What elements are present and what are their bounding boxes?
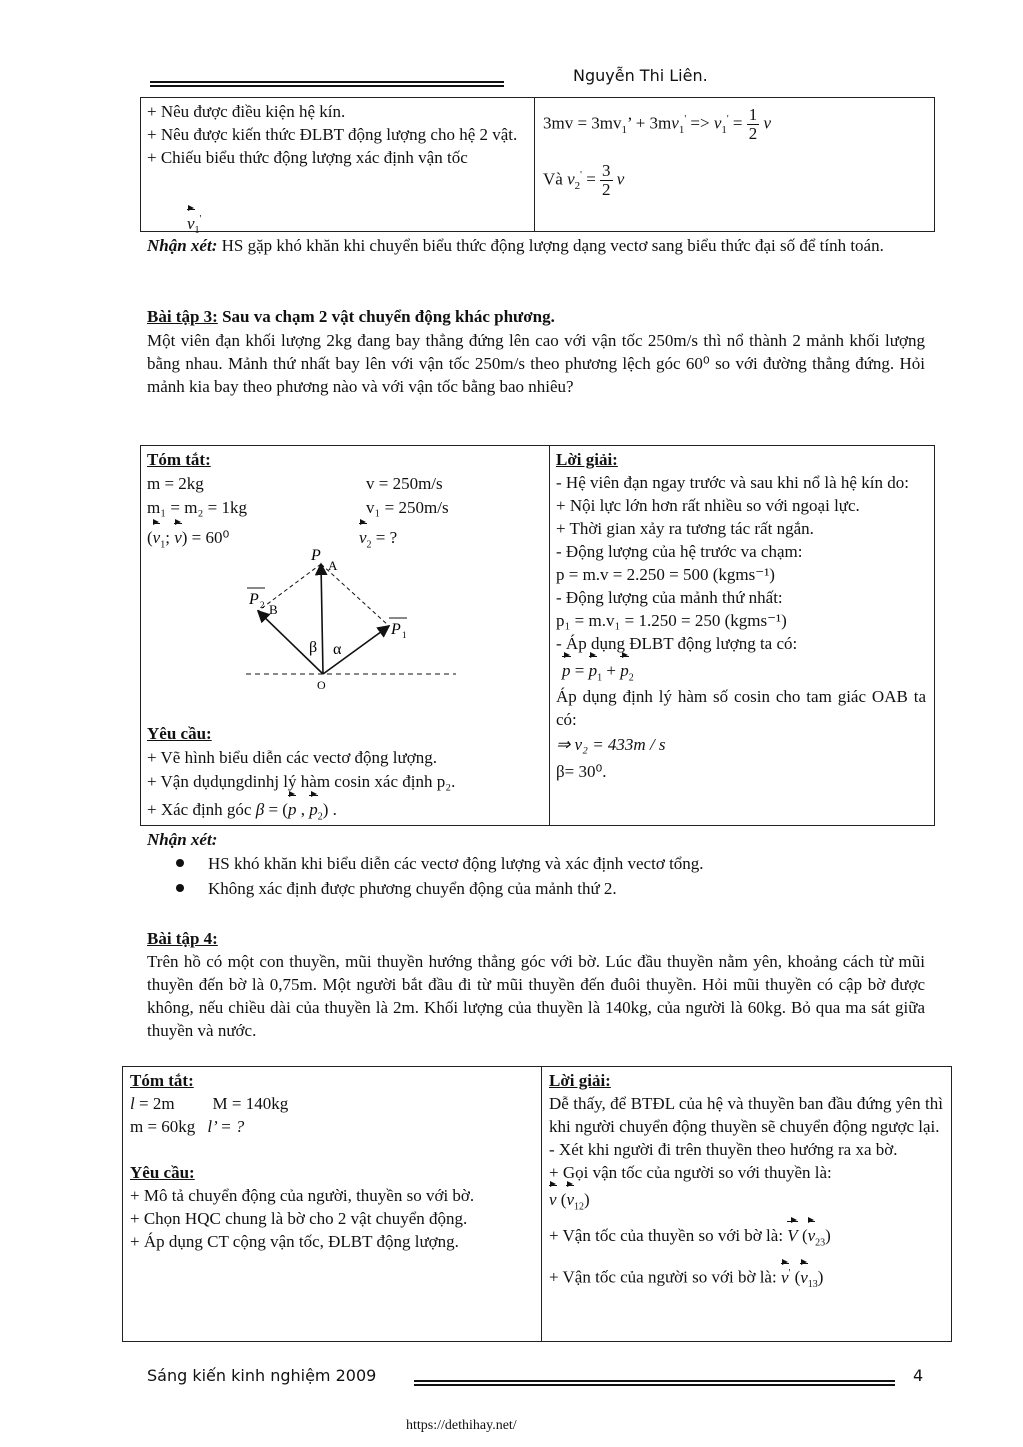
loigiai-line-8: - Áp dụng ĐLBT động lượng ta có: xyxy=(556,634,798,653)
footer-title: Sáng kiến kinh nghiệm 2009 xyxy=(147,1366,377,1385)
tomtat-m: m = 2kg xyxy=(147,474,204,493)
bullet-2 xyxy=(176,884,184,892)
label-P2: P xyxy=(249,591,259,608)
t3-yeucau-label: Yêu cầu: xyxy=(130,1163,195,1182)
t3-tomtat-label: Tóm tắt: xyxy=(130,1071,194,1090)
label-beta: β xyxy=(309,639,318,656)
vector-p xyxy=(321,564,323,674)
t3-loigiai-label: Lời giải: xyxy=(549,1071,611,1090)
table1-v1-symbol: $v_1'$ xyxy=(187,213,202,237)
tomtat-v: v = 250m/s xyxy=(366,474,443,493)
dash-a-p1 xyxy=(321,564,389,626)
loigiai-line-2: + Nội lực lớn hơn rất nhiều so với ngoại lực. xyxy=(556,496,860,515)
tomtat-v2: $v_2$ = ? xyxy=(359,528,398,551)
label-P1: P xyxy=(391,621,401,638)
label-A: A xyxy=(328,558,338,573)
loigiai-beta-result: β= 30⁰. xyxy=(556,762,607,781)
loigiai-vector-sum: $p = p_1 + p_2$ xyxy=(562,661,634,684)
svg-text:1: 1 xyxy=(402,630,407,640)
table3 xyxy=(122,1066,952,1342)
table1-line1: + Nêu được điều kiện hệ kín. xyxy=(147,102,346,121)
t3-yc2: + Chọn HQC chung là bờ cho 2 vật chuyển động. xyxy=(130,1209,468,1228)
svg-text:2: 2 xyxy=(260,600,265,610)
bt3-text: Một viên đạn khối lượng 2kg đang bay thẳng đứng lên cao với vận tốc 250m/s thì nổ thành 2 mảnh khối lượng bằng nhau. Mảnh thứ nhất bay lên với vận tốc 250m/s theo phương lệch góc 60⁰ so với đường thẳng đứng. Hỏi mảnh kia bay theo phương nào và với vận tốc bằng bao nhiêu? xyxy=(147,331,925,396)
bt3-heading: Bài tập 3: Sau va chạm 2 vật chuyển động khác phương. xyxy=(147,307,555,326)
label-O: O xyxy=(317,678,326,692)
footer-url[interactable]: https://dethihay.net/ xyxy=(406,1418,517,1433)
footer-rule xyxy=(414,1380,895,1386)
loigiai-line-3: + Thời gian xảy ra tương tác rất ngắn. xyxy=(556,519,814,538)
loigiai-label: Lời giải: xyxy=(556,450,618,469)
loigiai-line-1: - Hệ viên đạn ngay trước và sau khi nổ là hệ kín do: xyxy=(556,473,909,492)
nhanxet2-item-2: Không xác định được phương chuyển động của mảnh thứ 2. xyxy=(208,879,617,898)
nhanxet2-item-1: HS khó khăn khi biểu diễn các vectơ động lượng và xác định vectơ tổng. xyxy=(208,854,704,873)
momentum-diagram xyxy=(231,546,471,696)
tomtat-angle: ($v_1$; v) = 60⁰ xyxy=(147,528,230,551)
loigiai-line-7: p₁ = m.v₁ = 1.250 = 250 (kgms⁻¹) xyxy=(556,611,787,630)
tomtat-v1: v₁ = 250m/s xyxy=(366,498,449,517)
tomtat-label: Tóm tắt: xyxy=(147,450,211,469)
t3-yc1: + Mô tả chuyển động của người, thuyền so với bờ. xyxy=(130,1186,475,1205)
t3-lg5: + Vận tốc của người so với bờ là: v' $(v_{13})$ xyxy=(549,1267,824,1291)
label-alpha: α xyxy=(333,641,342,658)
table1-eq2: Và $v_2'$ = $\frac{3}{2}$ v xyxy=(543,161,625,199)
table1 xyxy=(140,97,935,237)
table1-line3: + Chiếu biểu thức động lượng xác định vận tốc xyxy=(147,148,468,167)
label-B: B xyxy=(269,602,278,617)
loigiai-cosin: Áp dụng định lý hàm số cosin cho tam giác OAB ta có: xyxy=(556,687,926,729)
yeucau-label: Yêu cầu: xyxy=(147,724,212,743)
table1-line2: + Nêu được kiến thức ĐLBT động lượng cho hệ 2 vật. xyxy=(147,125,518,144)
loigiai-v2-result: ⇒ v₂ = 433m / s xyxy=(556,735,666,754)
nhanxet1: Nhận xét: HS gặp khó khăn khi chuyển biểu thức động lượng dạng vectơ sang biểu thức đại số để tính toán. xyxy=(147,236,884,255)
header-rule xyxy=(150,81,504,87)
header-author: Nguyễn Thi Liên. xyxy=(573,66,708,85)
nhanxet2-label: Nhận xét: xyxy=(147,830,218,849)
loigiai-line-4: - Động lượng của hệ trước va chạm: xyxy=(556,542,803,561)
t3-v12: v $(v_{12})$ xyxy=(549,1190,590,1213)
t3-l-M: l = 2m M = 140kg xyxy=(130,1094,289,1113)
yeucau-3: + Xác định góc β = (p , $p_2$) . xyxy=(147,800,337,823)
bt4-label: Bài tập 4: xyxy=(147,929,218,948)
t3-m-lp: m = 60kg l’ = ? xyxy=(130,1117,245,1136)
dash-a-b xyxy=(258,564,321,611)
loigiai-line-5: p = m.v = 2.250 = 500 (kgms⁻¹) xyxy=(556,565,775,584)
t3-lg4: + Vận tốc của thuyền so với bờ là: V $(v_{23})$ xyxy=(549,1226,831,1249)
bt4-text: Trên hồ có một con thuyền, mũi thuyền hướng thẳng góc với bờ. Lúc đầu thuyền nằm yên, khoảng cách từ mũi thuyền đến bờ là 0,75m. Một người bắt đầu đi từ mũi thuyền đến đuôi thuyền. Hỏi mũi thuyền có cập bờ được không, nếu chiều dài của thuyền là 2m. Khối lượng của thuyền là 140kg, của người là 60kg. Bỏ qua ma sát giữa thuyền và nước. xyxy=(147,952,925,1040)
yeucau-1: + Vẽ hình biểu diễn các vectơ động lượng. xyxy=(147,748,437,767)
table2 xyxy=(140,445,935,826)
t3-lg2: - Xét khi người đi trên thuyền theo hướng ra xa bờ. xyxy=(549,1140,898,1159)
bullet-1 xyxy=(176,859,184,867)
label-P: P xyxy=(311,547,321,564)
t3-lg1: Dễ thấy, để BTĐL của hệ và thuyền ban đầu đứng yên thì khi người chuyển động thuyền sẽ chuyển động ngược lại. xyxy=(549,1094,943,1136)
tomtat-m12: m₁ = m₂ = 1kg xyxy=(147,498,247,517)
footer-page-number: 4 xyxy=(913,1366,924,1385)
t3-yc3: + Áp dụng CT cộng vận tốc, ĐLBT động lượng. xyxy=(130,1232,459,1251)
loigiai-line-6: - Động lượng của mảnh thứ nhất: xyxy=(556,588,783,607)
yeucau-2: + Vận dụdụngdinhj lý hàm cosin xác định p₂. xyxy=(147,772,456,791)
t3-lg3: + Gọi vận tốc của người so với thuyền là: xyxy=(549,1163,832,1182)
table1-eq1: $3mv = 3mv_1$’ + $3mv_1' => v_1'$ = $\frac{1}{2}$ v xyxy=(543,105,772,143)
